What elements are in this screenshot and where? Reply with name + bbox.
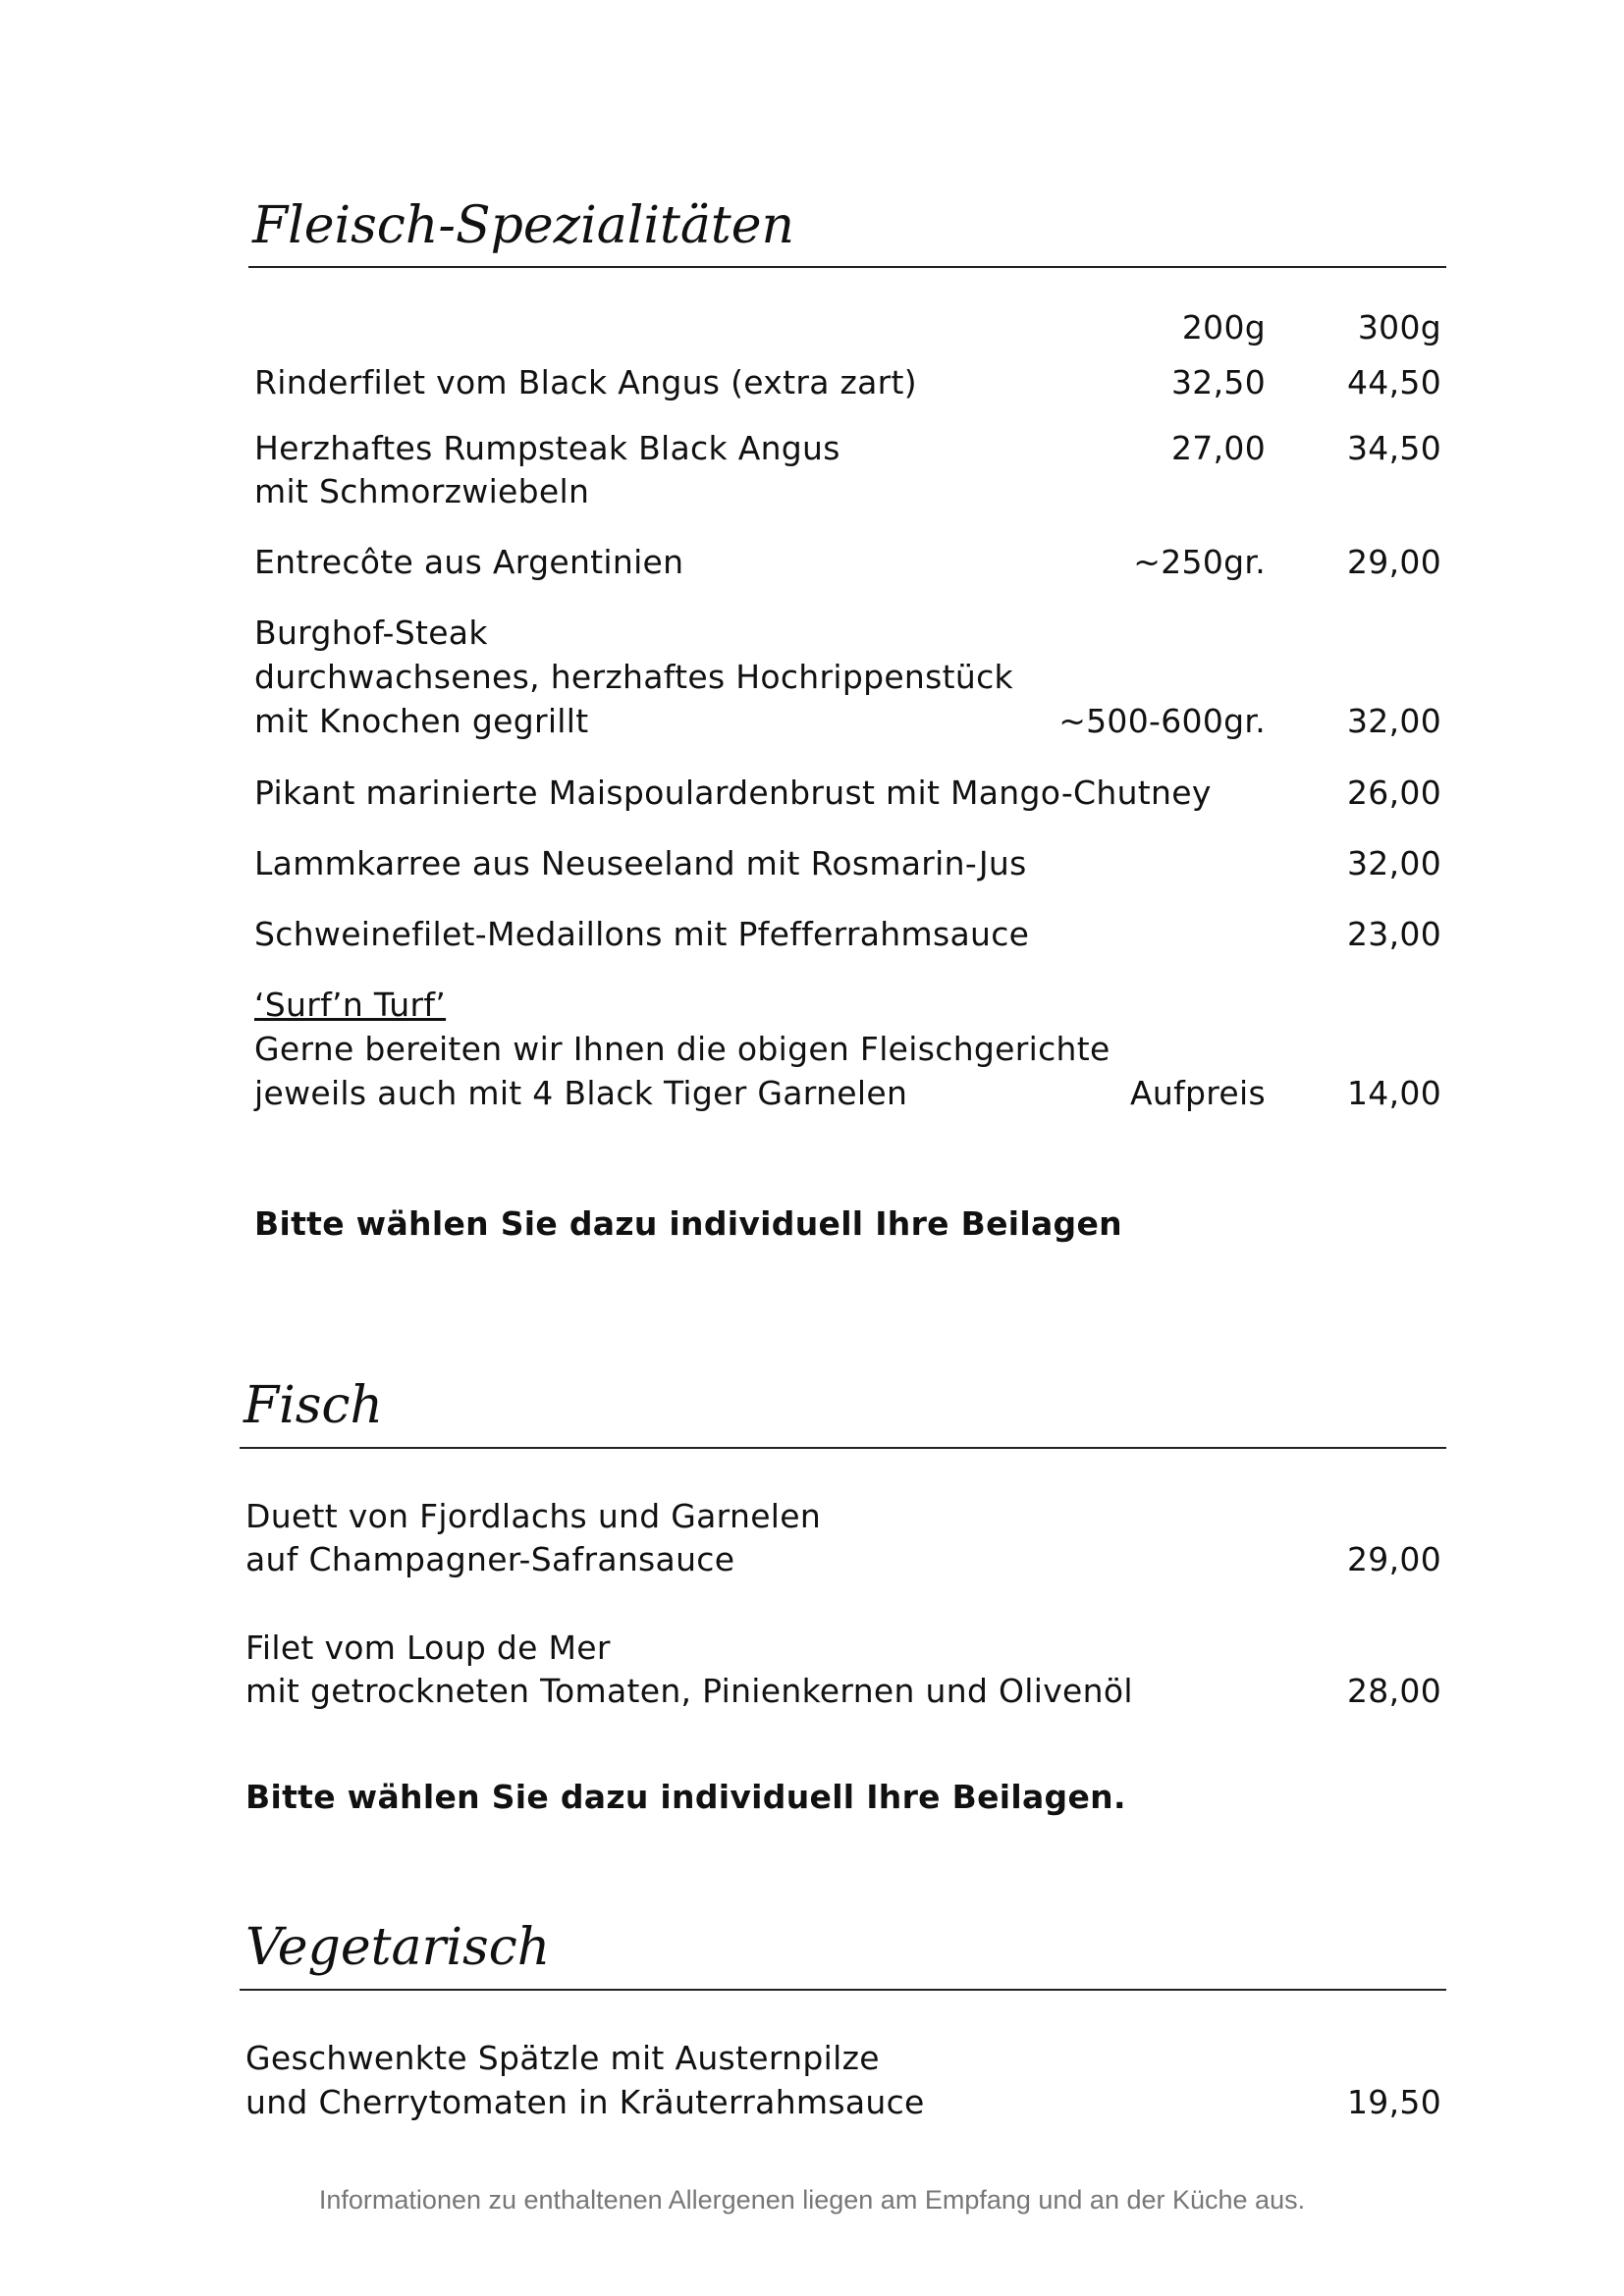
price: 32,00 [1347, 702, 1441, 740]
menu-item-description: durchwachsenes, herzhaftes Hochrippenstück [254, 658, 1013, 696]
menu-item-name: Filet vom Loup de Mer [245, 1629, 611, 1667]
divider [240, 1447, 1446, 1449]
menu-item-description: mit getrockneten Tomaten, Pinienkernen und Olivenöl [245, 1672, 1133, 1710]
menu-item-description: jeweils auch mit 4 Black Tiger Garnelen [254, 1074, 908, 1112]
item-weight: ~500-600gr. [1058, 702, 1266, 740]
divider [248, 266, 1446, 268]
price: 23,00 [1347, 915, 1441, 953]
menu-item-description: auf Champagner-Safransauce [245, 1540, 735, 1578]
menu-item-name: Rinderfilet vom Black Angus (extra zart) [254, 363, 917, 401]
menu-item-name: Duett von Fjordlachs und Garnelen [245, 1497, 822, 1535]
divider [240, 1989, 1446, 1991]
column-header-300g: 300g [1357, 308, 1441, 347]
menu-item-name: Burghof-Steak [254, 614, 488, 652]
menu-item-name: Pikant marinierte Maispoulardenbrust mit Mango-Chutney [254, 774, 1212, 812]
menu-item-name: Schweinefilet-Medaillons mit Pfefferrahmsauce [254, 915, 1030, 953]
surcharge-label: Aufpreis [1130, 1074, 1266, 1112]
menu-item-description: Gerne bereiten wir Ihnen die obigen Fleischgerichte [254, 1030, 1110, 1068]
menu-item-name: Geschwenkte Spätzle mit Austernpilze [245, 2039, 880, 2077]
price: 19,50 [1347, 2083, 1441, 2121]
price: 28,00 [1347, 1672, 1441, 1710]
price-200g: 27,00 [1171, 429, 1266, 467]
menu-item-name: Herzhaftes Rumpsteak Black Angus [254, 429, 840, 467]
side-dish-note: Bitte wählen Sie dazu individuell Ihre Beilagen [254, 1204, 1122, 1243]
price-300g: 34,50 [1347, 429, 1441, 467]
price: 32,00 [1347, 844, 1441, 882]
side-dish-note: Bitte wählen Sie dazu individuell Ihre Beilagen. [245, 1778, 1126, 1816]
section-title-fish: Fisch [244, 1376, 384, 1435]
menu-item-description: mit Schmorzwiebeln [254, 472, 590, 510]
price: 29,00 [1347, 543, 1441, 581]
section-title-vegetarian: Vegetarisch [245, 1918, 551, 1977]
menu-item-name: Entrecôte aus Argentinien [254, 543, 684, 581]
price-300g: 44,50 [1347, 363, 1441, 401]
menu-item-description: und Cherrytomaten in Kräuterrahmsauce [245, 2083, 925, 2121]
price: 14,00 [1347, 1074, 1441, 1112]
price: 26,00 [1347, 774, 1441, 812]
column-header-200g: 200g [1181, 308, 1266, 347]
menu-item-name: Lammkarree aus Neuseeland mit Rosmarin-Jus [254, 844, 1027, 882]
menu-item-name: ‘Surf’n Turf’ [254, 986, 447, 1024]
price-200g: 32,50 [1171, 363, 1266, 401]
menu-item-description: mit Knochen gegrillt [254, 702, 589, 740]
section-title-meat: Fleisch-Spezialitäten [252, 196, 795, 255]
price: 29,00 [1347, 1540, 1441, 1578]
allergen-footer: Informationen zu enthaltenen Allergenen liegen am Empfang und an der Küche aus. [318, 2185, 1306, 2215]
item-weight: ~250gr. [1133, 543, 1266, 581]
